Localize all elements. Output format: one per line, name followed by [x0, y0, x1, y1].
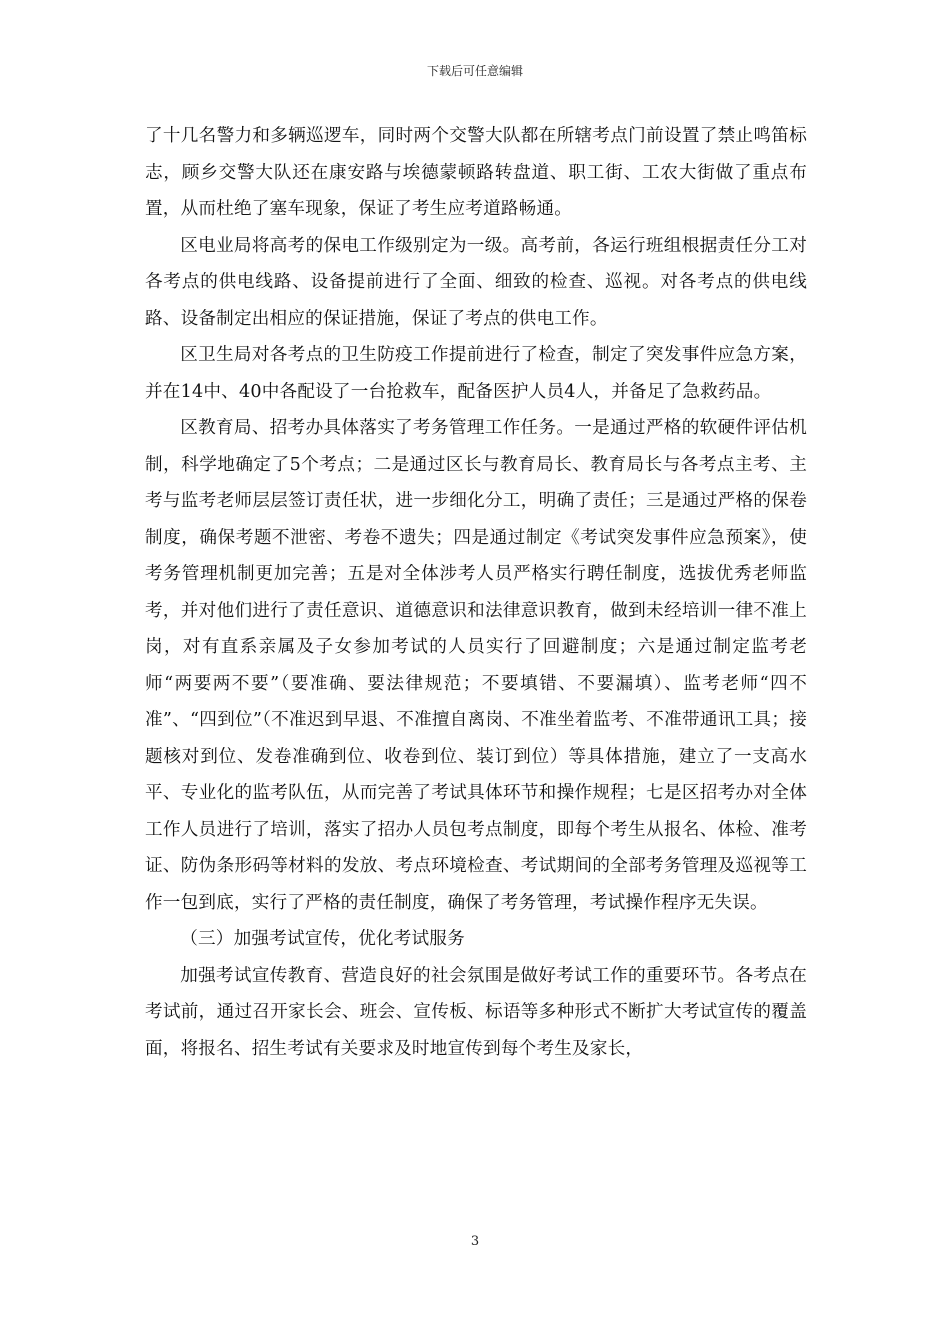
paragraph-education: 区教育局、招考办具体落实了考务管理工作任务。一是通过严格的软硬件评估机制，科学地确定了5个考点；二是通过区长与教育局长、教育局长与各考点主考、主考与监考老师层层签订责任状，进一步细化分工，明确了责任；三是通过严格的保卷制度，确保考题不泄密、考卷不遗失；四是通过制定《考试突发事件应急预案》，使考务管理机制更加完善；五是对全体涉考人员严格实行聘任制度，选拔优秀老师监考，并对他们进行了责任意识、道德意识和法律意识教育，做到未经培训一律不准上岗，对有直系亲属及子女参加考试的人员实行了回避制度；六是通过制定监考老师“两要两不要”（要准确、要法律规范；不要填错、不要漏填）、监考老师“四不准”、“四到位”（不准迟到早退、不准擅自离岗、不准坐着监考、不准带通讯工具；接题核对到位、发卷准确到位、收卷到位、装订到位）等具体措施，建立了一支高水平、专业化的监考队伍，从而完善了考试具体环节和操作规程；七是区招考办对全体工作人员进行了培训，落实了招办人员包考点制度，即每个考生从报名、体检、准考证、防伪条形码等材料的发放、考点环境检查、考试期间的全部考务管理及巡视等工作一包到底，实行了严格的责任制度，确保了考务管理，考试操作程序无失误。	[145, 418, 807, 913]
paragraph-traffic: 了十几名警力和多辆巡逻车，同时两个交警大队都在所辖考点门前设置了禁止鸣笛标志，顾乡交警大队还在康安路与埃德蒙顿路转盘道、职工街、工农大街做了重点布置，从而杜绝了塞车现象，保证了考生应考道路畅通。	[145, 126, 807, 219]
paragraph-health: 区卫生局对各考点的卫生防疫工作提前进行了检查，制定了突发事件应急方案，并在14中、40中各配设了一台抢救车，配备医护人员4人，并备足了急救药品。	[145, 345, 807, 402]
document-body	[145, 118, 807, 1067]
paragraph-power: 区电业局将高考的保电工作级别定为一级。高考前，各运行班组根据责任分工对各考点的供电线路、设备提前进行了全面、细致的检查、巡视。对各考点的供电线路、设备制定出相应的保证措施，保证了考点的供电工作。	[145, 235, 807, 329]
page-number: 3	[470, 1234, 480, 1249]
section-heading: （三）加强考试宣传，优化考试服务	[180, 929, 465, 949]
paragraph-publicity: 加强考试宣传教育、营造良好的社会氛围是做好考试工作的重要环节。各考点在考试前，通过召开家长会、班会、宣传板、标语等多种形式不断扩大考试宣传的覆盖面，将报名、招生考试有关要求及时地宣传到每个考生及家长，	[145, 965, 807, 1059]
page-header: 下载后可任意编辑	[426, 64, 523, 78]
